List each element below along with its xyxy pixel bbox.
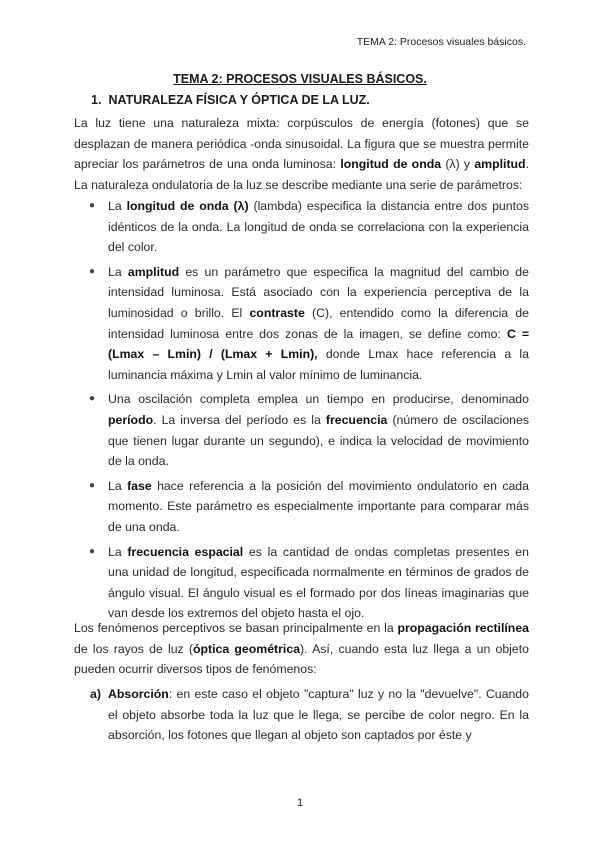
item-text: La [108, 544, 128, 559]
phenomena-paragraph [74, 618, 529, 680]
section-title: NATURALEZA FÍSICA Y ÓPTICA DE LA LUZ. [108, 93, 370, 107]
item-text: hace referencia a la posición del movimiento ondulatorio en cada momento. Este parámetro es especialmente importante para comparar más de una onda. [108, 478, 529, 534]
item-bold-term: frecuencia [325, 412, 388, 427]
absorption-text [108, 684, 529, 746]
item-text: La [108, 478, 128, 493]
bullet-icon: ● [89, 479, 96, 491]
item-text: es un parámetro que especifica la magnitud del cambio de intensidad luminosa. Está asociado con la experiencia perceptiva de la luminosidad o brillo. El [108, 264, 529, 320]
item-text: Una oscilación completa emplea un tiempo en producirse, denominado [108, 392, 529, 407]
item-text: donde Lmax hace referencia a la luminancia máxima y Lmin al valor mínimo de luminancia. [108, 347, 529, 382]
paragraph-text: Los fenómenos perceptivos se basan principalmente en la [74, 621, 398, 635]
absorption-item [90, 684, 529, 746]
parameter-list [89, 196, 530, 628]
paragraph-text: de los rayos de luz ( [74, 641, 193, 656]
intro-text: (λ) y [441, 157, 475, 172]
intro-text: . La naturaleza ondulatoria de la luz se describe mediante una serie de parámetros: [74, 157, 529, 192]
item-bold-term: Absorción [108, 687, 169, 701]
list-item [89, 476, 529, 538]
page-number: 1 [296, 797, 304, 809]
paragraph-text: ). Así, cuando esta luz llega a un objeto pueden ocurrir diversos tipos de fenómenos: [74, 641, 529, 677]
intro-text: La luz tiene una naturaleza mixta: corpúsculos de energía (fotones) que se desplazan de manera periódica -onda sinusoidal. La figura que se muestra permite apreciar los parámetros de una onda luminosa: [74, 116, 529, 172]
section-heading [91, 93, 370, 107]
list-marker: a) [90, 687, 101, 701]
item-text: (número de oscilaciones que tienen lugar durante un segundo), e indica la velocidad de movimiento de la onda. [108, 412, 529, 469]
item-text: La [108, 264, 128, 279]
intro-paragraph [74, 113, 529, 195]
document-title: TEMA 2: PROCESOS VISUALES BÁSICOS. [173, 72, 427, 86]
bullet-icon: ● [89, 545, 96, 557]
bullet-icon: ● [89, 265, 96, 277]
list-item [89, 196, 529, 258]
item-bold-term: fase [127, 478, 152, 493]
item-text: . La inversa del período es la [153, 412, 326, 427]
section-number: 1. [91, 93, 102, 107]
item-text: La [108, 199, 127, 213]
item-text: (lambda) especifica la distancia entre dos puntos idénticos de la onda. La longitud de onda se correlaciona con la experiencia del color. [108, 199, 529, 255]
item-text: (C), entendido como la diferencia de intensidad luminosa entre dos zonas de la imagen, se define como: [108, 305, 529, 341]
item-bold-term: longitud de onda (λ) [126, 199, 249, 213]
item-text: es la cantidad de ondas completas presentes en una unidad de longitud, especificada normalmente en términos de grados de ángulo visual. El ángulo visual es el formado por dos líneas imaginarias que van desde los extremos del objeto hasta el ojo. [108, 544, 529, 621]
list-item [89, 389, 529, 471]
bullet-icon: ● [89, 200, 96, 211]
item-bold-term: amplitud [127, 264, 180, 279]
item-bold-term: contraste [249, 305, 305, 320]
list-item [89, 542, 529, 624]
item-text: : en este caso el objeto "captura" luz y no la "devuelve". Cuando el objeto absorbe toda la luz que le llega, se percibe de color negro. En la absorción, los fotones que llegan al objeto son captados por éste y [108, 687, 529, 743]
item-bold-term: período [108, 412, 154, 427]
intro-bold-term: amplitud [474, 157, 526, 172]
intro-bold-term: longitud de onda [340, 157, 442, 172]
item-bold-term: frecuencia espacial [127, 544, 244, 559]
running-header: TEMA 2: Procesos visuales básicos. [356, 36, 526, 48]
paragraph-bold-term: óptica geométrica [193, 641, 301, 656]
bullet-icon: ● [89, 393, 96, 405]
paragraph-bold-term: propagación rectilínea [397, 621, 529, 635]
contrast-formula: C = (Lmax – Lmin) / (Lmax + Lmin), [108, 326, 530, 362]
list-item [89, 262, 530, 386]
